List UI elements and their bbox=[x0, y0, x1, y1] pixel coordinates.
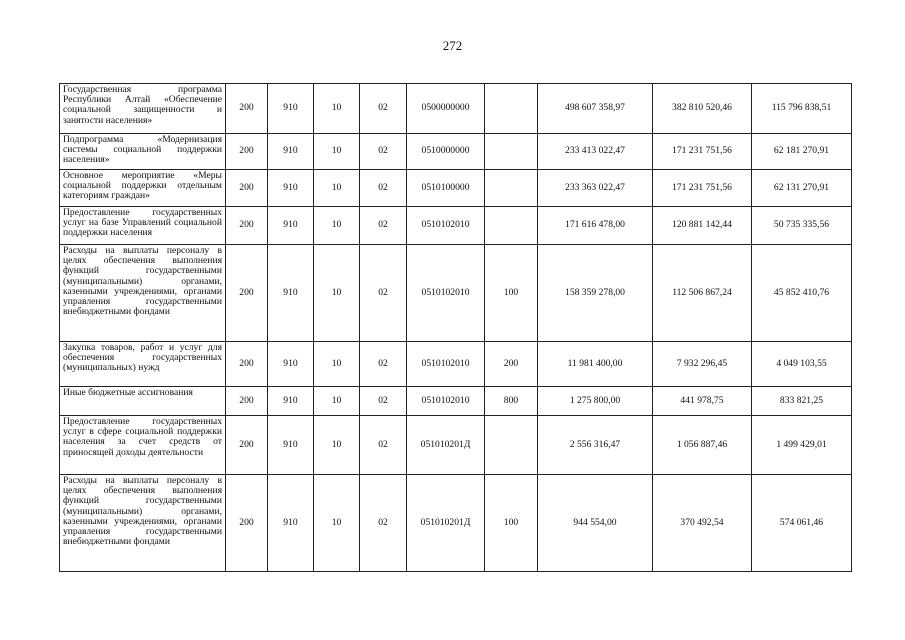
admin-code-cell: 200 bbox=[226, 387, 268, 416]
item-name-cell: Закупка товаров, работ и услуг для обеспечения государственных (муниципальных) нужд bbox=[60, 342, 226, 387]
expense-type-cell: 800 bbox=[485, 387, 538, 416]
page-number: 272 bbox=[442, 38, 463, 53]
amount-remainder-cell: 574 061,46 bbox=[752, 475, 852, 572]
table-row bbox=[60, 342, 852, 387]
amount-remainder-cell: 62 181 270,91 bbox=[752, 134, 852, 170]
admin-code-cell: 200 bbox=[226, 207, 268, 245]
amount-executed-cell: 171 231 751,56 bbox=[653, 170, 752, 207]
table-row bbox=[60, 416, 852, 475]
amount-executed-cell: 7 932 296,45 bbox=[653, 342, 752, 387]
target-article-cell: 0510100000 bbox=[407, 170, 485, 207]
amount-plan-cell: 2 556 316,47 bbox=[538, 416, 653, 475]
section-cell: 10 bbox=[314, 387, 360, 416]
table-row bbox=[60, 207, 852, 245]
item-name-cell: Предоставление государственных услуг в сфере социальной поддержки населения за счет средств от приносящей доходы деятельности bbox=[60, 416, 226, 475]
amount-remainder-cell: 50 735 335,56 bbox=[752, 207, 852, 245]
admin-code-cell: 200 bbox=[226, 170, 268, 207]
subsection-cell: 02 bbox=[360, 134, 407, 170]
amount-executed-cell: 171 231 751,56 bbox=[653, 134, 752, 170]
section-cell: 10 bbox=[314, 170, 360, 207]
subsection-cell: 02 bbox=[360, 387, 407, 416]
amount-plan-cell: 233 413 022,47 bbox=[538, 134, 653, 170]
subsection-cell: 02 bbox=[360, 84, 407, 134]
item-name-cell: Государственная программа Республики Алтай «Обеспечение социальной защищенности и занятости населения» bbox=[60, 84, 226, 134]
section-cell: 10 bbox=[314, 475, 360, 572]
subsection-cell: 02 bbox=[360, 245, 407, 342]
subsection-cell: 02 bbox=[360, 475, 407, 572]
item-name-cell: Расходы на выплаты персоналу в целях обеспечения выполнения функций государственными (муниципальными) органами, казенными учреждениями, органами управления государственными внебюджетными фондами bbox=[60, 475, 226, 572]
ministry-code-cell: 910 bbox=[268, 475, 314, 572]
expense-type-cell bbox=[485, 134, 538, 170]
amount-remainder-cell: 1 499 429,01 bbox=[752, 416, 852, 475]
target-article-cell: 051010201Д bbox=[407, 475, 485, 572]
item-name-cell: Расходы на выплаты персоналу в целях обеспечения выполнения функций государственными (муниципальными) органами, казенными учреждениями, органами управления государственными внебюджетными фондами bbox=[60, 245, 226, 342]
amount-executed-cell: 382 810 520,46 bbox=[653, 84, 752, 134]
admin-code-cell: 200 bbox=[226, 134, 268, 170]
admin-code-cell: 200 bbox=[226, 342, 268, 387]
section-cell: 10 bbox=[314, 416, 360, 475]
amount-plan-cell: 1 275 800,00 bbox=[538, 387, 653, 416]
subsection-cell: 02 bbox=[360, 416, 407, 475]
expense-type-cell bbox=[485, 84, 538, 134]
admin-code-cell: 200 bbox=[226, 416, 268, 475]
section-cell: 10 bbox=[314, 245, 360, 342]
ministry-code-cell: 910 bbox=[268, 387, 314, 416]
budget-table bbox=[59, 83, 852, 572]
amount-executed-cell: 120 881 142,44 bbox=[653, 207, 752, 245]
amount-plan-cell: 498 607 358,97 bbox=[538, 84, 653, 134]
ministry-code-cell: 910 bbox=[268, 207, 314, 245]
section-cell: 10 bbox=[314, 207, 360, 245]
target-article-cell: 0510102010 bbox=[407, 207, 485, 245]
target-article-cell: 051010201Д bbox=[407, 416, 485, 475]
amount-plan-cell: 944 554,00 bbox=[538, 475, 653, 572]
subsection-cell: 02 bbox=[360, 342, 407, 387]
ministry-code-cell: 910 bbox=[268, 170, 314, 207]
expense-type-cell: 100 bbox=[485, 245, 538, 342]
table-row bbox=[60, 170, 852, 207]
target-article-cell: 0510000000 bbox=[407, 134, 485, 170]
expense-type-cell bbox=[485, 170, 538, 207]
target-article-cell: 0510102010 bbox=[407, 342, 485, 387]
ministry-code-cell: 910 bbox=[268, 84, 314, 134]
table-row bbox=[60, 387, 852, 416]
subsection-cell: 02 bbox=[360, 170, 407, 207]
section-cell: 10 bbox=[314, 342, 360, 387]
target-article-cell: 0500000000 bbox=[407, 84, 485, 134]
admin-code-cell: 200 bbox=[226, 475, 268, 572]
expense-type-cell bbox=[485, 207, 538, 245]
table-row bbox=[60, 245, 852, 342]
amount-remainder-cell: 4 049 103,55 bbox=[752, 342, 852, 387]
amount-plan-cell: 11 981 400,00 bbox=[538, 342, 653, 387]
target-article-cell: 0510102010 bbox=[407, 387, 485, 416]
expense-type-cell: 100 bbox=[485, 475, 538, 572]
item-name-cell: Подпрограмма «Модернизация системы социальной поддержки населения» bbox=[60, 134, 226, 170]
item-name-cell: Предоставление государственных услуг на базе Управлений социальной поддержки населения bbox=[60, 207, 226, 245]
ministry-code-cell: 910 bbox=[268, 416, 314, 475]
amount-executed-cell: 441 978,75 bbox=[653, 387, 752, 416]
item-name-cell: Основное мероприятие «Меры социальной поддержки отдельным категориям граждан» bbox=[60, 170, 226, 207]
amount-remainder-cell: 833 821,25 bbox=[752, 387, 852, 416]
subsection-cell: 02 bbox=[360, 207, 407, 245]
amount-plan-cell: 171 616 478,00 bbox=[538, 207, 653, 245]
expense-type-cell bbox=[485, 416, 538, 475]
amount-remainder-cell: 62 131 270,91 bbox=[752, 170, 852, 207]
amount-plan-cell: 158 359 278,00 bbox=[538, 245, 653, 342]
section-cell: 10 bbox=[314, 84, 360, 134]
amount-executed-cell: 1 056 887,46 bbox=[653, 416, 752, 475]
admin-code-cell: 200 bbox=[226, 84, 268, 134]
table-row bbox=[60, 84, 852, 134]
expense-type-cell: 200 bbox=[485, 342, 538, 387]
admin-code-cell: 200 bbox=[226, 245, 268, 342]
table-row bbox=[60, 475, 852, 572]
table-row bbox=[60, 134, 852, 170]
amount-remainder-cell: 45 852 410,76 bbox=[752, 245, 852, 342]
section-cell: 10 bbox=[314, 134, 360, 170]
amount-remainder-cell: 115 796 838,51 bbox=[752, 84, 852, 134]
ministry-code-cell: 910 bbox=[268, 342, 314, 387]
amount-plan-cell: 233 363 022,47 bbox=[538, 170, 653, 207]
item-name-cell: Иные бюджетные ассигнования bbox=[60, 387, 226, 416]
ministry-code-cell: 910 bbox=[268, 245, 314, 342]
amount-executed-cell: 370 492,54 bbox=[653, 475, 752, 572]
ministry-code-cell: 910 bbox=[268, 134, 314, 170]
target-article-cell: 0510102010 bbox=[407, 245, 485, 342]
amount-executed-cell: 112 506 867,24 bbox=[653, 245, 752, 342]
